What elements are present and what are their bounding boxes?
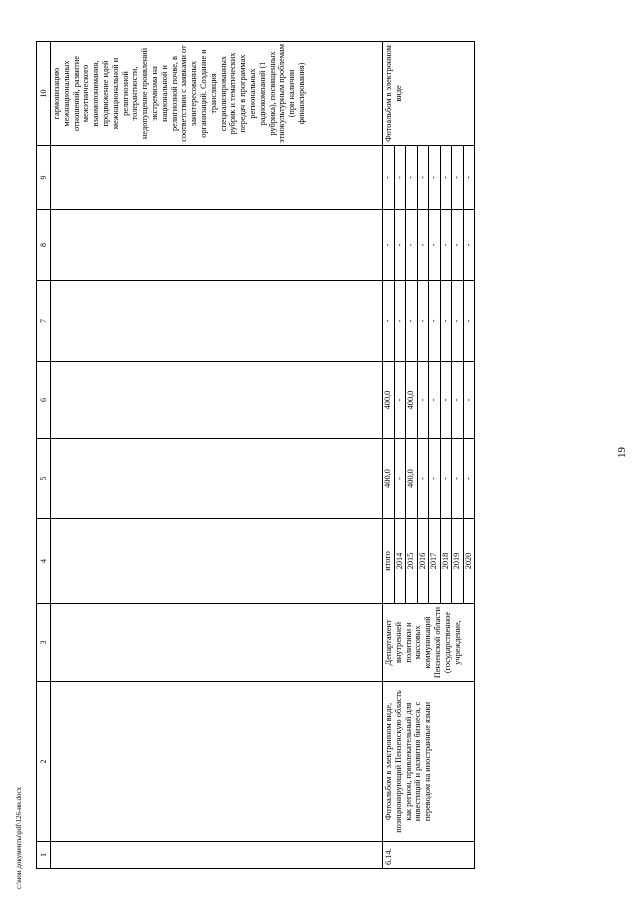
year-cell: 2018 — [441, 519, 453, 603]
value-cell: - — [395, 439, 407, 518]
col6-list — [383, 362, 474, 438]
header-cell: 9 — [37, 146, 51, 210]
value-cell: - — [463, 176, 473, 179]
row-result: Фотоальбом в электронном виде — [384, 45, 403, 142]
value-cell: - — [429, 281, 441, 361]
value-cell: - — [383, 281, 395, 361]
col5-list — [383, 439, 474, 518]
value-cell: - — [441, 281, 453, 361]
col8-list — [383, 210, 474, 280]
value-cell: - — [418, 146, 430, 209]
value-cell: - — [463, 319, 473, 323]
value-cell: - — [418, 362, 430, 438]
header-cell: 5 — [37, 439, 51, 519]
header-cell: 1 — [37, 842, 51, 869]
value-cell: - — [429, 146, 441, 209]
prev-row-result: гармонизацию межнациональных отношений, развитие межэтнического взаимопонимания, продвижение идей межнациональной и религиозной толерантности, недопущение проявлений экстремизма на национальной и религиозной почве, в соответствии с заявками от заинтересованных организаций. Создание и трансляция специализированных рубрик и тематических передач в программах региональных радиокомпаний (1 рубрика), посвященных этнокультурным проблемам (при наличии финансирования) — [52, 44, 306, 143]
row-number: 6.14. — [384, 848, 393, 865]
value-cell: - — [429, 439, 441, 518]
value-cell: - — [441, 146, 453, 209]
header-cell: 4 — [37, 519, 51, 604]
value-cell: - — [452, 210, 464, 280]
row-6-14 — [383, 42, 475, 869]
value-cell: - — [463, 243, 473, 247]
value-cell: - — [441, 210, 453, 280]
value-cell: - — [406, 210, 418, 280]
header-cell: 2 — [37, 682, 51, 842]
value-cell: - — [441, 439, 453, 518]
value-cell: - — [406, 146, 418, 209]
year-cell: 2015 — [406, 519, 418, 603]
value-cell: - — [429, 210, 441, 280]
program-table — [36, 41, 475, 869]
value-cell: - — [418, 210, 430, 280]
row-executor: Департамент внутренней политики и массовых коммуникаций Пензенской области (государственное учреждение, — [384, 606, 462, 679]
value-cell: - — [395, 362, 407, 438]
value-cell: - — [452, 146, 464, 209]
value-cell: - — [463, 477, 473, 480]
header-cell: 8 — [37, 210, 51, 281]
value-cell: - — [452, 281, 464, 361]
value-cell: - — [429, 362, 441, 438]
value-cell: - — [418, 281, 430, 361]
header-cell: 3 — [37, 604, 51, 682]
value-cell: 400,0 — [406, 362, 418, 438]
year-cell: 2016 — [418, 519, 430, 603]
value-cell: - — [452, 362, 464, 438]
header-row — [37, 42, 51, 869]
year-cell: 2020 — [463, 552, 473, 570]
prev-row — [51, 42, 383, 869]
year-cell: 2017 — [429, 519, 441, 603]
years-list — [383, 519, 474, 603]
year-cell: 2019 — [452, 519, 464, 603]
year-cell: 2014 — [395, 519, 407, 603]
value-cell: - — [383, 146, 395, 209]
col9-list — [383, 146, 474, 209]
value-cell: - — [406, 281, 418, 361]
page-number: 19 — [616, 447, 628, 458]
header-cell: 6 — [37, 362, 51, 439]
value-cell: - — [463, 398, 473, 402]
year-cell: итого — [383, 519, 395, 603]
header-cell: 10 — [37, 42, 51, 146]
col7-list — [383, 281, 474, 361]
value-cell: - — [395, 281, 407, 361]
value-cell: - — [418, 439, 430, 518]
value-cell: - — [441, 362, 453, 438]
footer-path: c:\мои документы\pdf\126-ин.docx — [15, 786, 23, 889]
header-cell: 7 — [37, 281, 51, 362]
row-name: Фотоальбом в электронном виде, позиционирующий Пензенскую область как регион, привлекательный для инвестиций и развития бизнеса, с переводом на иностранные языки — [384, 690, 433, 833]
value-cell: - — [383, 210, 395, 280]
value-cell: 400,0 — [383, 439, 395, 518]
value-cell: - — [395, 146, 407, 209]
value-cell: - — [452, 439, 464, 518]
value-cell: 400,0 — [383, 362, 395, 438]
value-cell: 400,0 — [406, 439, 418, 518]
value-cell: - — [395, 210, 407, 280]
